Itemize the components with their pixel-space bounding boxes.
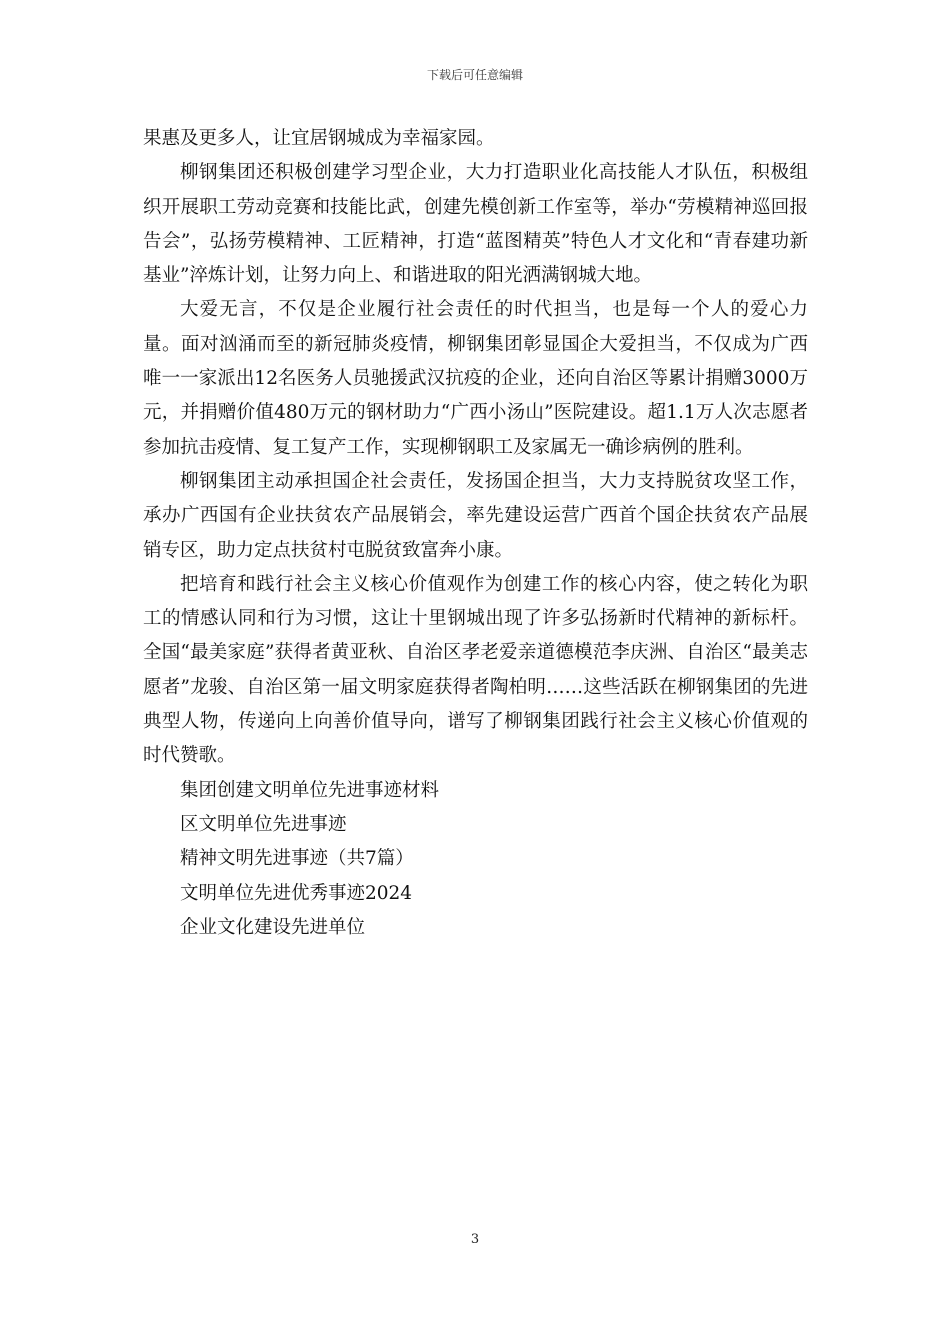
related-title-item: 区文明单位先进事迹: [180, 813, 347, 835]
related-titles-list: [143, 774, 808, 945]
document-body: [143, 122, 808, 945]
related-title-item: 精神文明先进事迹（共7篇）: [180, 848, 414, 870]
paragraph-4: 柳钢集团主动承担国企社会责任，发扬国企担当，大力支持脱贫攻坚工作，承办广西国有企业扶贫农产品展销会，率先建设运营广西首个国企扶贫农产品展销专区，助力定点扶贫村屯脱贫致富奔小康。: [143, 470, 808, 561]
related-title-item: 集团创建文明单位先进事迹材料: [180, 779, 440, 801]
paragraph-3: 大爱无言，不仅是企业履行社会责任的时代担当，也是每一个人的爱心力量。面对汹涌而至的新冠肺炎疫情，柳钢集团彰显国企大爱担当，不仅成为广西唯一一家派出12名医务人员驰援武汉抗疫的企业，还向自治区等累计捐赠3000万元，并捐赠价值480万元的钢材助力“广西小汤山”医院建设。超1.1万人次志愿者参加抗击疫情、复工复产工作，实现柳钢职工及家属无一确诊病例的胜利。: [143, 299, 808, 458]
related-title-item: 企业文化建设先进单位: [180, 916, 366, 938]
paragraph-5: 把培育和践行社会主义核心价值观作为创建工作的核心内容，使之转化为职工的情感认同和行为习惯，这让十里钢城出现了许多弘扬新时代精神的新标杆。全国“最美家庭”获得者黄亚秋、自治区孝老爱亲道德模范李庆洲、自治区“最美志愿者”龙骏、自治区第一届文明家庭获得者陶柏明……这些活跃在柳钢集团的先进典型人物，传递向上向善价值导向，谱写了柳钢集团践行社会主义核心价值观的时代赞歌。: [143, 573, 808, 767]
paragraph-1: 果惠及更多人，让宜居钢城成为幸福家园。: [143, 128, 495, 149]
related-title-item: 文明单位先进优秀事迹2024: [180, 882, 413, 904]
page-header-note: 下载后可任意编辑: [426, 68, 523, 82]
page-number: 3: [470, 1232, 480, 1247]
paragraph-2: 柳钢集团还积极创建学习型企业，大力打造职业化高技能人才队伍，积极组织开展职工劳动竞赛和技能比武，创建先模创新工作室等，举办“劳模精神巡回报告会”，弘扬劳模精神、工匠精神，打造“蓝图精英”特色人才文化和“青春建功新基业”淬炼计划，让努力向上、和谐进取的阳光洒满钢城大地。: [143, 162, 808, 287]
